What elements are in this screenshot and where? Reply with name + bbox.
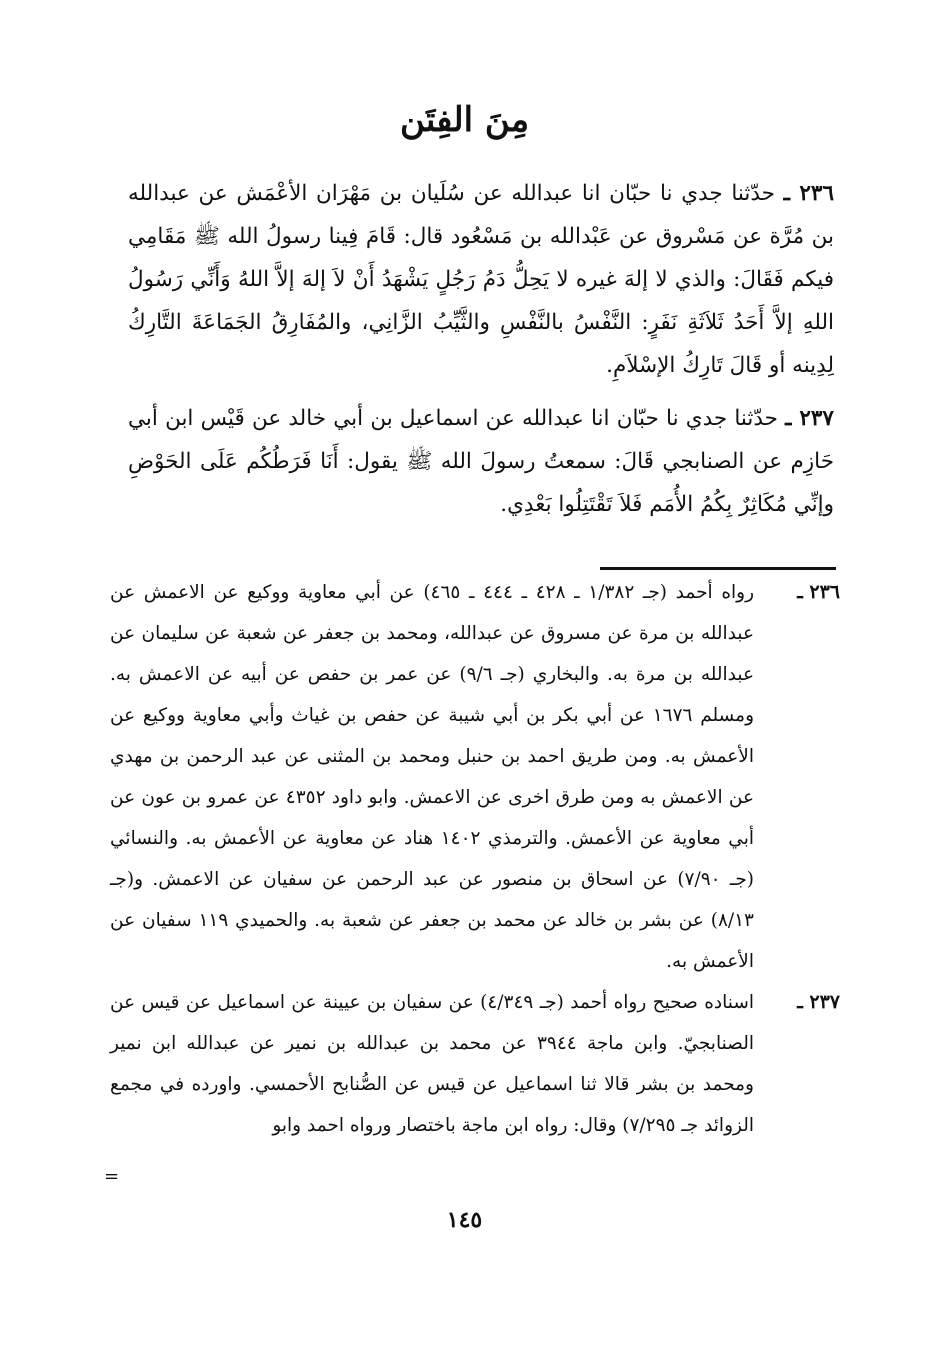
- footnote-text: اسناده صحيح رواه أحمد (جـ ٤/٣٤٩) عن سفيان بن عيينة عن اسماعيل عن قيس عن الصنابجيّ. وابن ماجة ٣٩٤٤ عن محمد بن عبدالله بن نمير عن عبدالله ابن نمير ومحمد بن بشر قالا ثنا اسماعيل عن قيس عن الصُّنابح الأحمسي. واورده في مجمع الزوائد جـ ٧/٢٩٥) وقال: رواه ابن ماجة باختصار ورواه احمد وابو: [110, 992, 754, 1136]
- continuation-mark: =: [104, 1166, 120, 1187]
- footnote: [110, 572, 840, 982]
- footnote-separator: [600, 567, 836, 570]
- hadith-text-block: [128, 172, 834, 536]
- footnote: [110, 982, 840, 1146]
- page-number: ١٤٥: [446, 1207, 483, 1233]
- hadith-paragraph: [128, 172, 834, 387]
- hadith-paragraph: [128, 397, 834, 526]
- hadith-number: ٢٣٧ ـ: [785, 406, 834, 431]
- footnote-text: رواه أحمد (جـ ١/٣٨٢ ـ ٤٢٨ ـ ٤٤٤ ـ ٤٦٥) عن أبي معاوية ووكيع عن الاعمش عن عبدالله بن مرة عن مسروق عن عبدالله، ومحمد بن جعفر عن شعبة عن سليمان عن عبدالله بن مرة به. والبخاري (جـ ٩/٦) عن عمر بن حفص عن أبيه عن الاعمش به. ومسلم ١٦٧٦ عن أبي بكر بن أبي شيبة عن حفص بن غياث وأبي معاوية ووكيع عن الأعمش به. ومن طريق احمد بن حنبل ومحمد بن المثنى عن عبد الرحمن بن مهدي عن الاعمش به ومن طرق اخرى عن الاعمش. وابو داود ٤٣٥٢ عن عمرو بن عون عن أبي معاوية عن الأعمش. والترمذي ١٤٠٢ هناد عن معاوية عن الأعمش به. والنسائي (جـ ٧/٩٠) عن اسحاق بن منصور عن عبد الرحمن عن سفيان عن الاعمش. و(جـ ٨/١٣) عن بشر بن خالد عن محمد بن جعفر عن شعبة به. والحميدي ١١٩ سفيان عن الأعمش به.: [110, 582, 755, 972]
- hadith-text: حدّثنا جدي نا حبّان انا عبدالله عن سُلَيان بن مَهْرَان الأعْمَش عن عبدالله بن مُرَّة عن مَسْروق عن عَبْدالله بن مَسْعُود قال: قَامَ فِينا رسولُ الله ﷺ مَقَامِي فيكم فَقَالَ: والذي لا إلهَ غيره لا يَحِلُّ دَمُ رَجُلٍ يَشْهَدُ أَنْ لاَ إلهَ إلاَّ اللهُ وَأَنِّي رَسُولُ اللهِ إلاَّ أَحَدُ ثَلاَثَةِ نَفَرٍ: النَّفْسُ بالنَّفْسِ والثَّيِّبُ الزَّانِي، والمُفَارِقُ الجَمَاعَةَ التَّارِكُ لِدِينه أو قَالَ تَارِكُ الإسْلاَمِ.: [128, 181, 834, 378]
- hadith-text: حدّثنا جدي نا حبّان انا عبدالله عن اسماعيل بن أبي خالد عن قَيْس ابن أبي حَازِم عن الصنابجي قَالَ: سمعتُ رسولَ الله ﷺ يقول: أَنَا فَرَطُكُم عَلَى الحَوْضِ وإنِّي مُكَاثِرٌ بِكُمُ الأُمَم فَلاَ تَقْتَتِلُوا بَعْدِي.: [128, 406, 834, 517]
- footnotes-block: [110, 572, 840, 1146]
- hadith-number: ٢٣٦ ـ: [783, 181, 834, 206]
- footnote-number: ٢٣٦ ـ: [797, 581, 840, 603]
- footnote-number: ٢٣٧ ـ: [797, 991, 840, 1013]
- chapter-heading: مِنَ الفِتَن: [399, 100, 530, 140]
